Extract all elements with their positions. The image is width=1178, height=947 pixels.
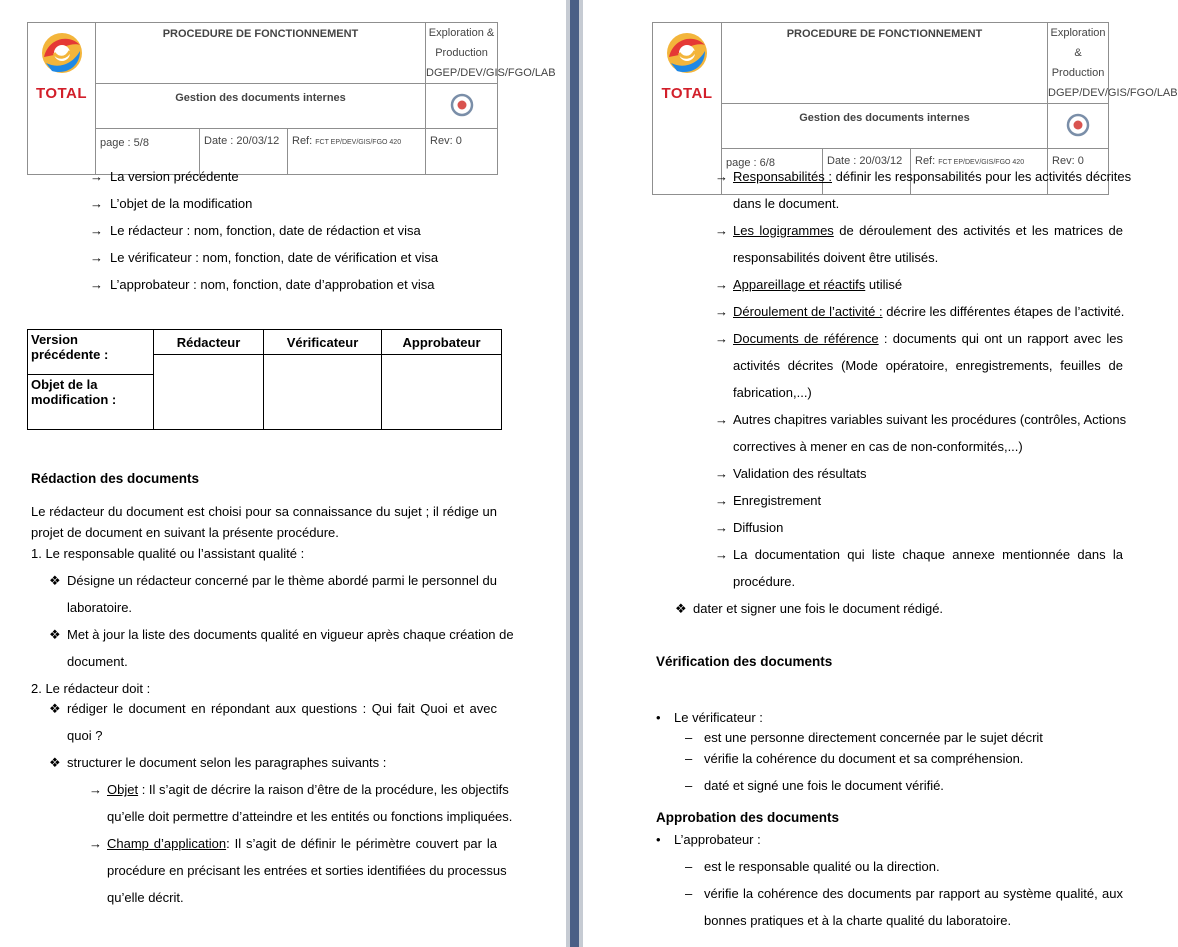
autres-line: Autres chapitres variables suivant les procédures (contrôles, Actions (733, 412, 1127, 427)
col-verificateur: Vérificateur (264, 330, 382, 355)
bullet-line: rédiger le document en répondant aux questions : Qui fait Quoi et avec (67, 701, 497, 716)
section-heading-approbation: Approbation des documents (656, 810, 840, 825)
docref-label: Documents de référence (733, 331, 879, 346)
row-label-objet: Objet de la modification : (28, 375, 154, 430)
derou-line: Déroulement de l’activité : décrire les différentes étapes de l’activité. (733, 304, 1125, 319)
diamond-icon: ❖ (49, 573, 61, 588)
ref-label: Ref: (915, 155, 936, 167)
docu-line: La documentation qui liste chaque annexe mentionnée dans la (733, 547, 1123, 562)
numbered-item-1: 1. Le responsable qualité ou l’assistant qualité : (31, 546, 305, 561)
section-heading-verification: Vérification des documents (656, 654, 833, 669)
dash-item: – est une personne directement concernée par le sujet décrit (685, 730, 1043, 745)
arrow-icon: → (715, 331, 728, 346)
arrow-icon: → (89, 836, 102, 851)
target-icon (450, 93, 474, 117)
procedure-title: PROCEDURE DE FONCTIONNEMENT (96, 23, 426, 84)
division-cell (1048, 23, 1178, 104)
appar-line: Appareillage et réactifs utilisé (733, 277, 903, 292)
row-label-version: Version précédente : (28, 330, 154, 375)
resp-label: Responsabilités : (733, 169, 832, 184)
arrow-icon: → (715, 466, 728, 481)
arrow-icon: → (715, 277, 728, 292)
bullet-line: Désigne un rédacteur concerné par le thème abordé parmi le personnel du (67, 573, 497, 588)
dept-code: DGEP/DEV/GIS/FGO/LAB (1048, 87, 1178, 99)
doc-rev: Rev: 0 (426, 129, 498, 175)
arrow-icon: → (90, 250, 103, 265)
champ-label: Champ d’application (107, 836, 227, 851)
bullet-dot-icon: • (656, 832, 661, 847)
bullet-line: Met à jour la liste des documents qualité en vigueur après chaque création de (67, 627, 514, 642)
page-number: page : 6/8 (722, 149, 823, 195)
target-icon (1066, 113, 1090, 137)
list-item: → Enregistrement (715, 493, 822, 508)
docref-line: Documents de référence : documents qui ont un rapport avec les (733, 331, 1123, 346)
appar-label: Appareillage et réactifs (733, 277, 866, 292)
paragraph-line: Le rédacteur du document est choisi pour sa connaissance du sujet ; il rédige un (31, 504, 497, 519)
approb-bullet: L’approbateur : (674, 832, 761, 847)
col-approbateur: Approbateur (382, 330, 502, 355)
resp-line: Responsabilités : définir les responsabilités pour les activités décrites (733, 169, 1132, 184)
arrow-icon: → (715, 520, 728, 535)
dash-item: – daté et signé une fois le document vérifié. (685, 778, 944, 793)
objet-line: Objet : Il s’agit de décrire la raison d’être de la procédure, les objectifs (107, 782, 509, 797)
verif-bullet: Le vérificateur : (674, 710, 763, 725)
champ-line: qu’elle décrit. (107, 890, 184, 905)
diamond-icon: ❖ (49, 755, 61, 770)
total-wordmark: TOTAL (661, 85, 713, 102)
arrow-icon: → (90, 169, 103, 184)
derou-label: Déroulement de l’activité : (733, 304, 883, 319)
doc-date: Date : 20/03/12 (200, 129, 288, 175)
arrow-icon: → (715, 304, 728, 319)
dash-item: – est le responsable qualité ou la direction. (685, 859, 940, 874)
doc-date: Date : 20/03/12 (823, 149, 911, 195)
division: Exploration & Production (1050, 27, 1106, 79)
arrow-icon: → (90, 223, 103, 238)
arrow-icon: → (715, 412, 728, 427)
cell-approbateur (382, 355, 502, 430)
cell-verificateur (264, 355, 382, 430)
logi-line: responsabilités doivent être utilisés. (733, 250, 939, 265)
list-item: → Diffusion (715, 520, 784, 535)
document-page-right (583, 0, 1178, 947)
doc-title: Gestion des documents internes (96, 84, 426, 129)
col-redacteur: Rédacteur (154, 330, 264, 355)
total-logo (653, 23, 722, 195)
diamond-icon: ❖ (49, 627, 61, 642)
dash-item: – vérifie la cohérence du document et sa compréhension. (685, 751, 1024, 766)
target-icon-cell (1048, 104, 1109, 149)
objet-line: qu’elle doit permettre d’atteindre et les entités ou fonctions impliquées. (107, 809, 513, 824)
ref-label: Ref: (292, 135, 313, 147)
paragraph-line: projet de document en suivant la présente procédure. (31, 525, 339, 540)
section-heading-redaction: Rédaction des documents (31, 471, 200, 486)
resp-line: dans le document. (733, 196, 840, 211)
ref-code: FCT EP/DEV/GIS/FGO 420 (938, 159, 1025, 166)
logi-line: Les logigrammes de déroulement des activités et les matrices de (733, 223, 1123, 238)
doc-rev: Rev: 0 (1048, 149, 1109, 195)
champ-line: Champ d’application: Il s’agit de définir le périmètre couvert par la (107, 836, 497, 851)
bullet-line: document. (67, 654, 128, 669)
diamond-icon: ❖ (675, 601, 687, 616)
list-item: → Validation des résultats (715, 466, 867, 481)
list-item: → La version précédente (90, 169, 239, 184)
bullet-line: quoi ? (67, 728, 103, 743)
division-cell (426, 23, 556, 84)
doc-ref (288, 129, 426, 175)
approb-line: vérifie la cohérence des documents par rapport au système qualité, aux (704, 886, 1123, 901)
division: Exploration & Production (428, 27, 495, 59)
arrow-icon: → (715, 547, 728, 562)
ref-code: FCT EP/DEV/GIS/FGO 420 (315, 139, 402, 146)
procedure-title: PROCEDURE DE FONCTIONNEMENT (722, 23, 1048, 104)
target-icon-cell (426, 84, 498, 129)
arrow-icon: → (715, 169, 728, 184)
docu-line: procédure. (733, 574, 796, 589)
dept-code: DGEP/DEV/GIS/FGO/LAB (426, 67, 556, 79)
autres-line: correctives à mener en cas de non-conformités,...) (733, 439, 1023, 454)
dash-marker: – (685, 886, 693, 901)
champ-line: procédure en précisant les entrées et sorties identifiées du processus (107, 863, 507, 878)
page-divider (566, 0, 583, 947)
numbered-item-2: 2. Le rédacteur doit : (31, 681, 151, 696)
total-logo-icon (40, 29, 84, 83)
diamond-icon: ❖ (49, 701, 61, 716)
page-header (27, 22, 556, 175)
arrow-icon: → (715, 223, 728, 238)
bullet-line: structurer le document selon les paragraphes suivants : (67, 755, 387, 770)
logi-label: Les logigrammes (733, 223, 834, 238)
list-item: → Le rédacteur : nom, fonction, date de rédaction et visa (90, 223, 421, 238)
arrow-icon: → (90, 277, 103, 292)
list-item: → L’approbateur : nom, fonction, date d’approbation et visa (90, 277, 435, 292)
dater-line: dater et signer une fois le document rédigé. (693, 601, 944, 616)
arrow-icon: → (715, 493, 728, 508)
page-number: page : 5/8 (96, 129, 200, 175)
approb-line: bonnes pratiques et à la charte qualité du laboratoire. (704, 913, 1012, 928)
list-item: → L’objet de la modification (90, 196, 253, 211)
list-item: → Le vérificateur : nom, fonction, date de vérification et visa (90, 250, 439, 265)
bullet-line: laboratoire. (67, 600, 133, 615)
cell-redacteur (154, 355, 264, 430)
docref-line: fabrication,...) (733, 385, 812, 400)
arrow-icon: → (89, 782, 102, 797)
total-logo (28, 23, 96, 175)
objet-label: Objet (107, 782, 139, 797)
total-logo-icon (665, 29, 709, 83)
docref-line: activités décrites (Mode opératoire, enregistrements, feuilles de (733, 358, 1123, 373)
bullet-dot-icon: • (656, 710, 661, 725)
doc-title: Gestion des documents internes (722, 104, 1048, 149)
version-table (27, 329, 502, 430)
document-page-left (0, 0, 566, 947)
total-wordmark: TOTAL (35, 85, 88, 102)
arrow-icon: → (90, 196, 103, 211)
